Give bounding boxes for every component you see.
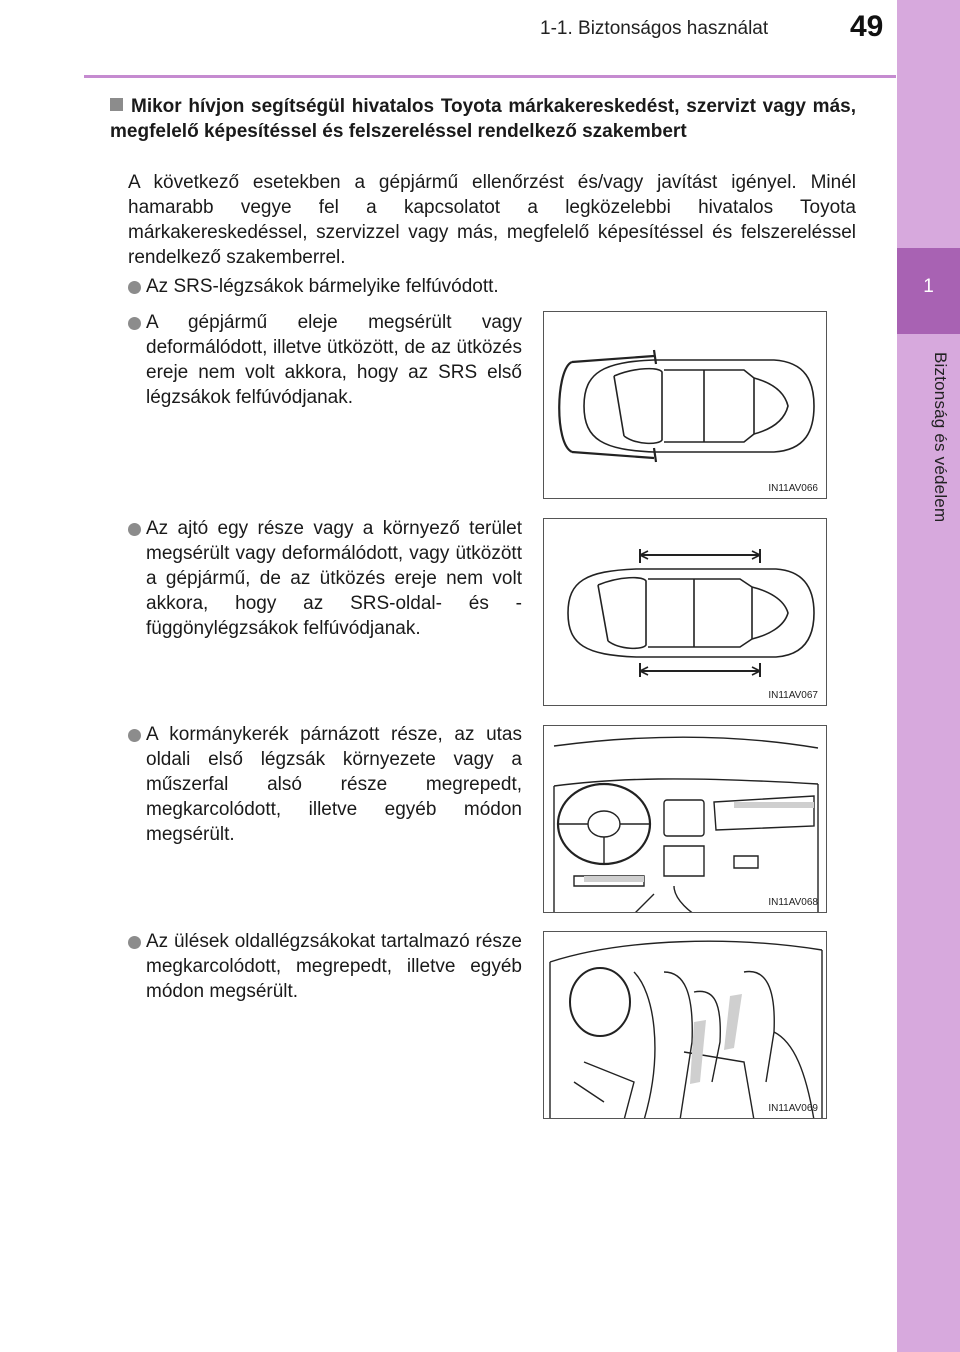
section-heading-text: Mikor hívjon segítségül hivatalos Toyota márkakereskedést, szervizt vagy más, megfelelő képesítéssel és felszereléssel rendelkező szakembert xyxy=(110,96,856,142)
list-item-text: Az SRS-légzsákok bármelyike felfúvódott. xyxy=(146,276,499,297)
bullet-dot-icon xyxy=(128,936,141,949)
bullet-dot-icon xyxy=(128,281,141,294)
list-item xyxy=(128,722,522,847)
bullet-dot-icon xyxy=(128,523,141,536)
seats-interior-icon xyxy=(544,932,827,1119)
figure-front-damage xyxy=(543,311,827,499)
figure-code: IN11AV067 xyxy=(768,690,818,701)
section-heading xyxy=(110,94,856,144)
bullet-dot-icon xyxy=(128,317,141,330)
car-top-view-icon xyxy=(544,312,827,499)
header-rule xyxy=(84,75,896,78)
chapter-title: Biztonság és védelem xyxy=(931,352,950,523)
car-top-view-icon xyxy=(544,519,827,706)
side-band xyxy=(897,0,960,1352)
figure-code: IN11AV068 xyxy=(768,897,818,908)
list-item xyxy=(128,516,522,641)
list-item-text: A kormánykerék párnázott része, az utas oldali első légzsák környezete vagy a műszerfal alsó része megrepedt, megkarcolódott, illetve egyéb módon megsérült. xyxy=(146,724,522,845)
figure-side-damage xyxy=(543,518,827,706)
figure-code: IN11AV069 xyxy=(768,1103,818,1114)
list-item-text: A gépjármű eleje megsérült vagy deformálódott, illetve ütközött, de az ütközés ereje nem volt akkora, hogy az SRS első légzsákok felfúvódjanak. xyxy=(146,312,522,408)
figure-dashboard xyxy=(543,725,827,913)
list-item xyxy=(128,274,856,299)
dashboard-icon xyxy=(544,726,827,913)
list-item-text: Az ülések oldallégzsákokat tartalmazó része megkarcolódott, megrepedt, illetve egyéb módon megsérült. xyxy=(146,931,522,1002)
list-item-text: Az ajtó egy része vagy a környező terület megsérült vagy deformálódott, vagy ütközött a gépjármű, de az ütközés ereje nem volt akkora, hogy az SRS-oldal- és -függönylégzsákok felfúvódjanak. xyxy=(146,518,522,639)
square-bullet-icon xyxy=(110,98,123,111)
page-number: 49 xyxy=(850,10,884,43)
list-item xyxy=(128,929,522,1004)
figure-code: IN11AV066 xyxy=(768,483,818,494)
figure-seats xyxy=(543,931,827,1119)
list-item xyxy=(128,310,522,410)
intro-paragraph: A következő esetekben a gépjármű ellenőrzést és/vagy javítást igényel. Minél hamarabb vegye fel a kapcsolatot a legközelebbi hivatalos Toyota márkakereskedéssel, szervizzel vagy más, megfelelő képesítéssel és felszereléssel rendelkező szakemberrel. xyxy=(128,172,856,268)
running-header: 1-1. Biztonságos használat xyxy=(540,18,769,39)
chapter-number: 1 xyxy=(923,276,934,297)
bullet-dot-icon xyxy=(128,729,141,742)
